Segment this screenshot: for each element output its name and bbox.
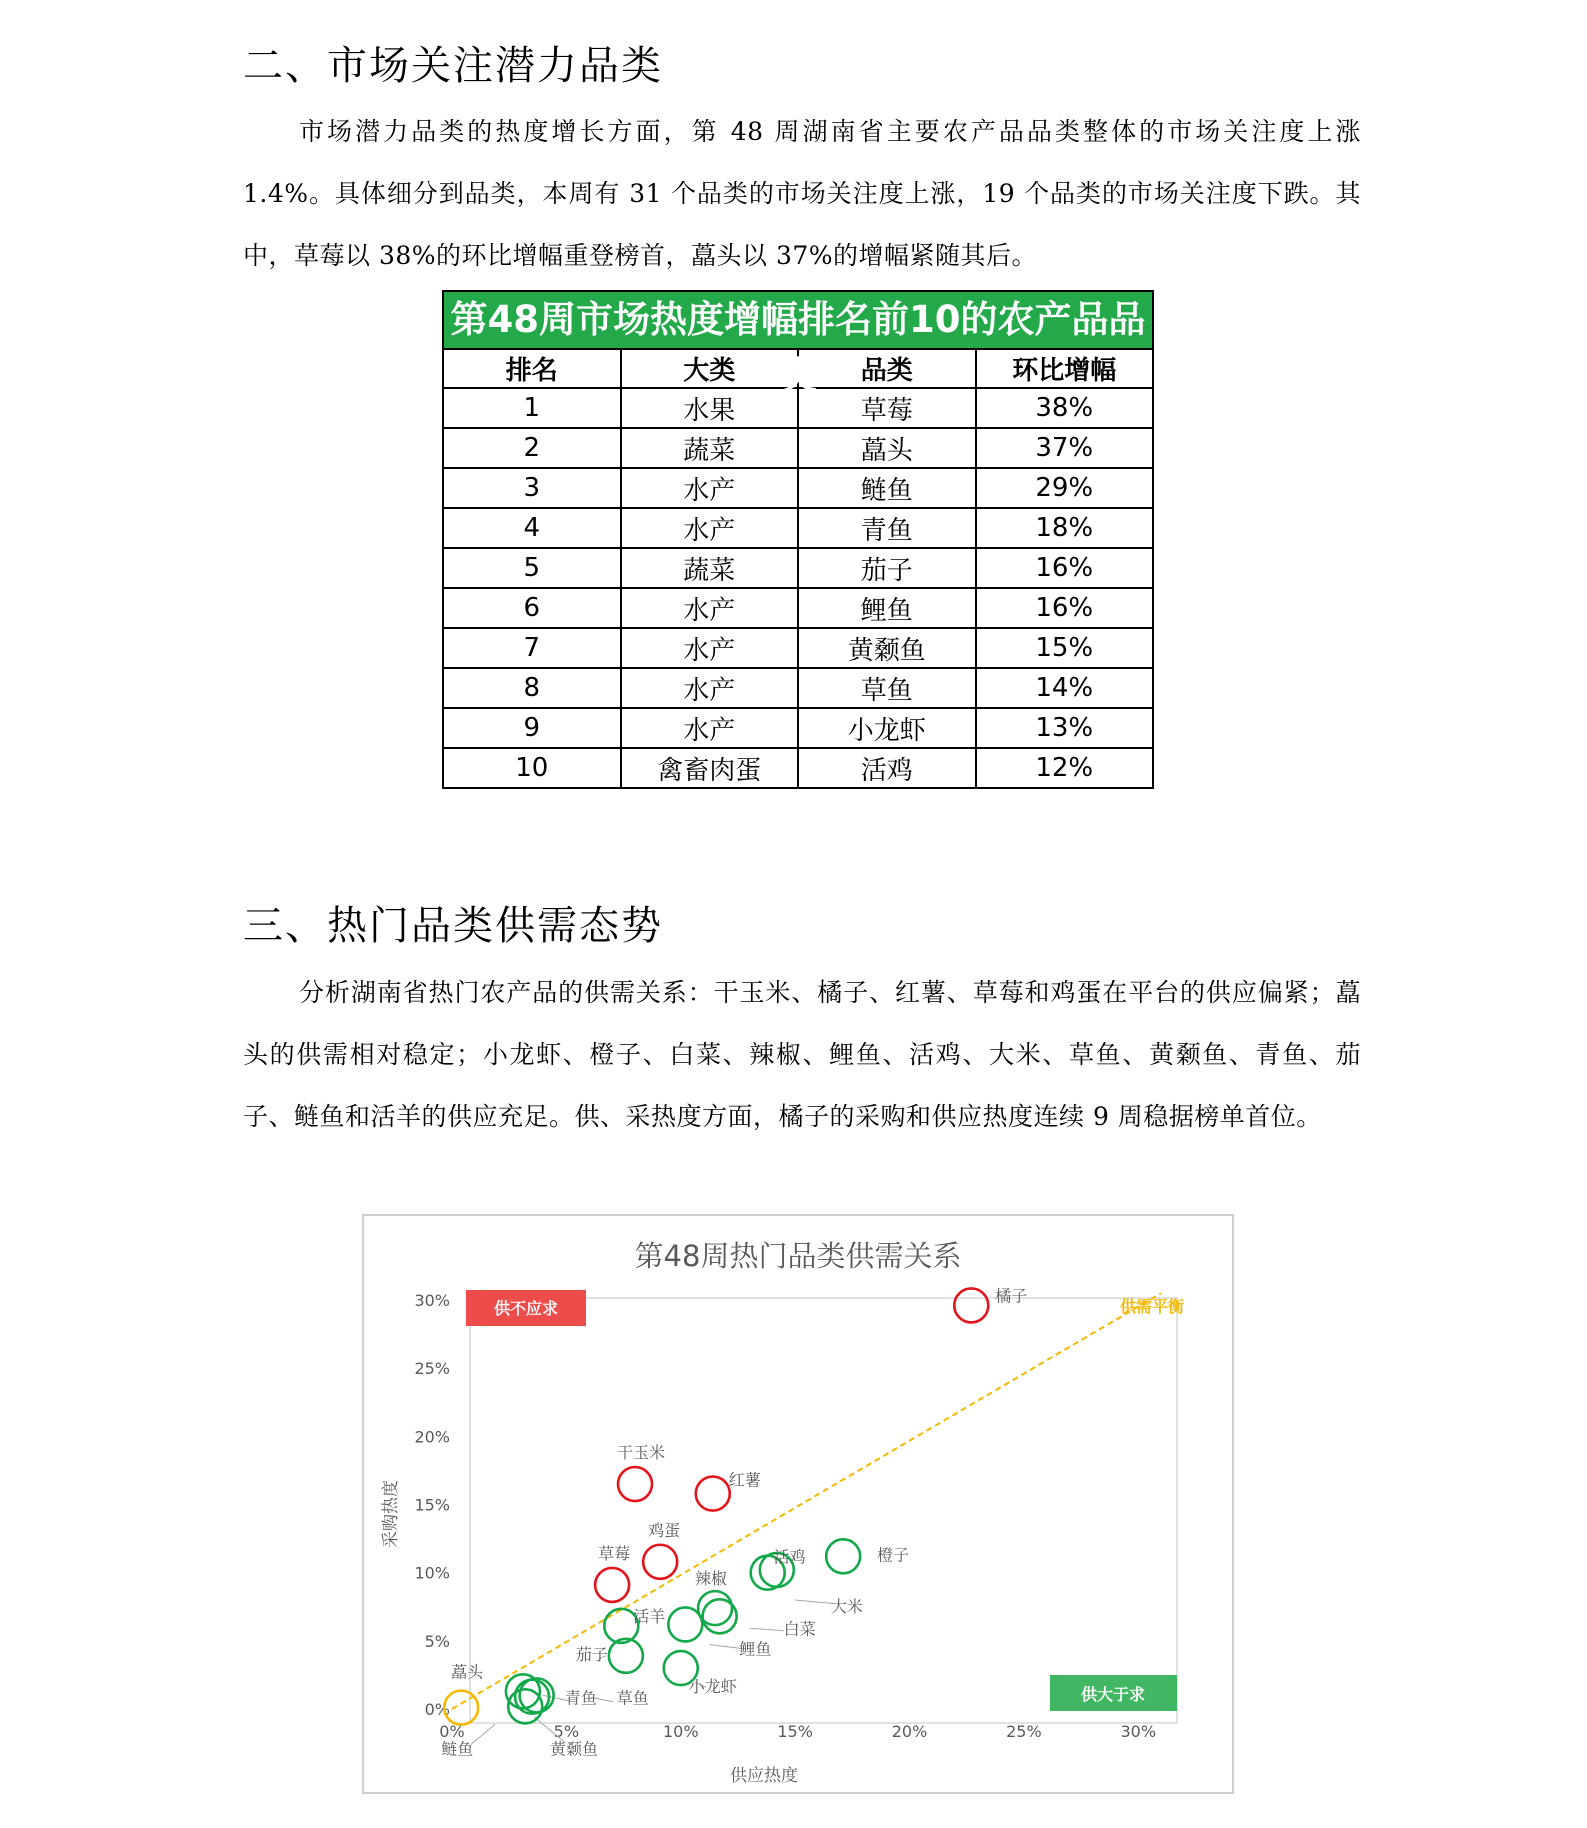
point-label: 橘子 [995,1286,1028,1306]
point-label: 橙子 [877,1545,910,1565]
point-surplus [609,1639,643,1673]
point-label: 草莓 [598,1543,631,1563]
y-tick-label: 15% [414,1495,450,1515]
header-growth: 环比增幅 [976,349,1154,388]
supply-demand-chart [362,1214,1234,1794]
point-label: 辣椒 [695,1569,728,1589]
point-shortage [595,1568,629,1602]
table-title: 第48周市场热度增幅排名前10的农产品品类 [442,290,1154,348]
cell-category: 禽畜肉蛋 [621,748,799,788]
point-label: 小龙虾 [688,1677,737,1697]
cell-product: 草莓 [798,388,976,428]
cell-product: 鲤鱼 [798,588,976,628]
table-row [443,588,1153,628]
y-tick-label: 5% [424,1631,450,1651]
cell-growth: 13% [976,708,1154,748]
y-tick-label: 25% [414,1359,450,1379]
cell-growth: 18% [976,508,1154,548]
cell-category: 蔬菜 [621,428,799,468]
cell-growth: 12% [976,748,1154,788]
cell-rank: 6 [443,588,621,628]
cell-rank: 3 [443,468,621,508]
cell-rank: 2 [443,428,621,468]
shortage-quadrant-label: 供不应求 [493,1299,559,1318]
x-tick-label: 10% [662,1722,699,1741]
cell-growth: 15% [976,628,1154,668]
cell-growth: 37% [976,428,1154,468]
table-row [443,708,1153,748]
point-label: 鲤鱼 [739,1639,772,1659]
cell-product: 藠头 [798,428,976,468]
table-row [443,628,1153,668]
point-shortage [643,1545,677,1579]
cell-product: 茄子 [798,548,976,588]
supply-demand-paragraph: 分析湖南省热门农产品的供需关系：干玉米、橘子、红薯、草莓和鸡蛋在平台的供应偏紧；藠头的供需相对稳定；小龙虾、橙子、白菜、辣椒、鲤鱼、活鸡、大米、草鱼、黄颡鱼、青鱼、茄子、鲢鱼和活羊的供应充足。供、采热度方面，橘子的采购和供应热度连续 9 周稳据榜单首位。 [243,978,1361,1131]
point-label: 茄子 [575,1644,608,1664]
cell-rank: 1 [443,388,621,428]
cell-product: 黄颡鱼 [798,628,976,668]
point-label: 草鱼 [616,1688,649,1708]
cell-growth: 14% [976,668,1154,708]
header-category: 大类 [621,349,799,388]
cell-rank: 7 [443,628,621,668]
point-surplus [826,1539,860,1573]
leader-line [795,1600,833,1604]
point-shortage [618,1467,652,1501]
point-label: 大米 [830,1596,863,1616]
leader-line [709,1644,741,1648]
cell-category: 水产 [621,588,799,628]
cell-growth: 16% [976,588,1154,628]
cell-category: 水产 [621,668,799,708]
cell-product: 小龙虾 [798,708,976,748]
cell-category: 水产 [621,508,799,548]
point-label: 青鱼 [564,1688,597,1708]
leader-line [471,1724,495,1744]
point-label: 白菜 [783,1619,816,1639]
x-tick-label: 20% [891,1722,928,1741]
cell-category: 蔬菜 [621,548,799,588]
cell-product: 青鱼 [798,508,976,548]
surplus-quadrant-label: 供大于求 [1080,1685,1146,1704]
point-label: 黄颡鱼 [550,1739,599,1759]
cell-rank: 5 [443,548,621,588]
point-label: 活鸡 [773,1547,806,1567]
point-shortage [696,1477,730,1511]
point-label: 红薯 [728,1470,761,1490]
cell-growth: 16% [976,548,1154,588]
cell-rank: 8 [443,668,621,708]
point-label: 藠头 [451,1662,484,1682]
point-shortage [954,1288,988,1322]
x-tick-label: 15% [777,1722,813,1741]
y-tick-label: 10% [414,1563,450,1583]
x-tick-label: 25% [1006,1722,1042,1741]
y-axis-label: 采购热度 [381,1480,401,1548]
y-tick-label: 30% [414,1291,450,1310]
point-surplus [668,1607,702,1641]
y-tick-label: 20% [414,1427,450,1447]
point-labels [441,1286,1027,1758]
cell-category: 水果 [621,388,799,428]
x-tick-label: 0% [439,1722,465,1741]
data-points [444,1288,988,1724]
cell-rank: 9 [443,708,621,748]
section-heading-supply-demand: 三、热门品类供需态势 [243,903,663,949]
cell-rank: 10 [443,748,621,788]
x-axis-label: 供应热度 [730,1766,798,1786]
balance-line-label: 供需平衡 [1119,1297,1184,1316]
table-row [443,548,1153,588]
x-tick-label: 30% [1120,1722,1157,1741]
x-tick-label: 5% [553,1722,580,1741]
section-heading-potential-categories: 二、市场关注潜力品类 [243,43,663,89]
point-label: 干玉米 [616,1443,666,1463]
cell-category: 水产 [621,468,799,508]
y-tick-label: 0% [424,1700,450,1719]
y-axis-ticks [414,1291,450,1719]
chart-title: 第48周热门品类供需关系 [634,1239,962,1273]
table-row [443,508,1153,548]
table-row [443,748,1153,788]
table-row [443,668,1153,708]
top10-growth-table [442,290,1154,789]
chart-canvas [364,1216,1232,1792]
cell-growth: 38% [976,388,1154,428]
cell-rank: 4 [443,508,621,548]
cell-category: 水产 [621,708,799,748]
point-label: 鸡蛋 [648,1520,681,1540]
point-surplus [703,1599,737,1633]
table-body [443,388,1153,788]
header-rank: 排名 [443,349,621,388]
table-row [443,468,1153,508]
cell-product: 鲢鱼 [798,468,976,508]
cell-category: 水产 [621,628,799,668]
potential-categories-paragraph: 市场潜力品类的热度增长方面，第 48 周湖南省主要农产品品类整体的市场关注度上涨 1.4%。具体细分到品类，本周有 31 个品类的市场关注度上涨，19 个品类的市场关注度下跌。其中，草莓以 38%的环比增幅重登榜首，藠头以 37%的增幅紧随其后。 [243,117,1361,270]
cell-product: 草鱼 [798,668,976,708]
balance-line [452,1293,1161,1709]
x-axis-ticks [439,1722,1156,1741]
leader-line [750,1628,784,1630]
table-row [443,428,1153,468]
cell-product: 活鸡 [798,748,976,788]
header-product: 品类 [798,349,976,388]
point-label: 鲢鱼 [441,1739,474,1759]
point-label: 活羊 [633,1606,666,1626]
cell-growth: 29% [976,468,1154,508]
